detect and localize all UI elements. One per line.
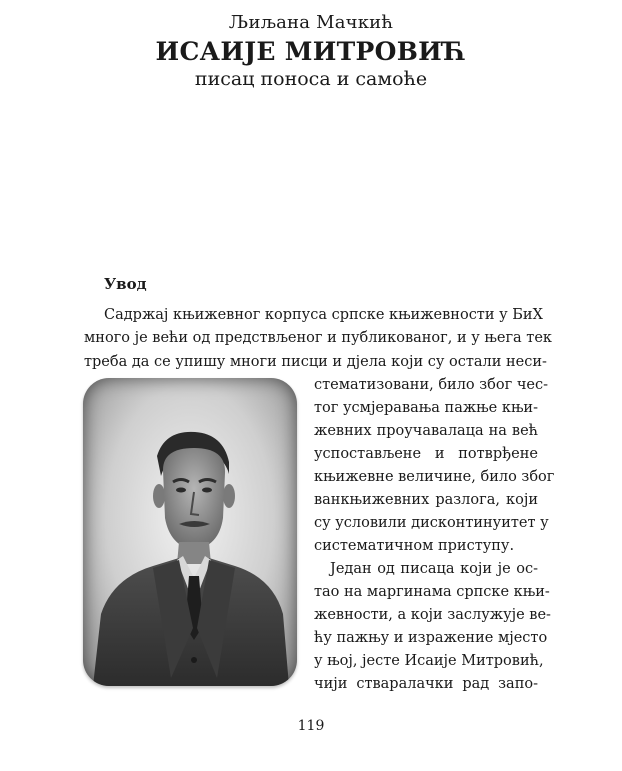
- portrait-illustration: [83, 378, 297, 686]
- body-line: ћу пажњу и изражение мјесто: [314, 630, 548, 646]
- body-line: систематичном приступу.: [314, 538, 515, 554]
- right-eye: [202, 488, 212, 493]
- chapter-title: ИСАИЈЕ МИТРОВИЋ: [155, 37, 467, 66]
- body-line: су условили дисконтинуитет у: [314, 515, 549, 531]
- author-name: Љиљана Мачкић: [228, 12, 394, 33]
- body-line: жевности, а који заслужује ве-: [314, 607, 551, 623]
- portrait-photo: [83, 378, 297, 686]
- section-heading: Увод: [104, 275, 147, 293]
- body-line: стематизовани, било због чес-: [314, 377, 549, 393]
- body-line: треба да се упишу многи писци и дјела који су остали неси-: [84, 354, 547, 370]
- body-line: ванкњижевних разлога, који: [314, 492, 538, 508]
- body-line: жевних проучавалаца на већ: [314, 423, 538, 439]
- body-line: књижевне величине, било због: [314, 469, 555, 485]
- body-line: чији стваралачки рад запо-: [314, 676, 538, 692]
- body-line: тао на маргинама српске књи-: [314, 584, 550, 600]
- body-line: успостављене и потврђене: [314, 446, 538, 462]
- chapter-subtitle: писац поноса и самоће: [194, 68, 428, 90]
- left-eye: [176, 488, 186, 493]
- body-line: у њој, јесте Исаије Митровић,: [314, 653, 544, 669]
- body-line: Садржај књижевног корпуса српске књижевности у БиХ: [104, 307, 543, 323]
- body-line: Један од писаца који је ос-: [330, 561, 538, 577]
- body-line: тог усмјеравања пажње књи-: [314, 400, 538, 416]
- body-line: много је већи од предствљеног и публикованог, и у њега тек: [84, 330, 552, 346]
- page-number: 119: [297, 718, 325, 734]
- coat-button: [191, 657, 197, 663]
- right-ear: [223, 484, 235, 508]
- left-ear: [153, 484, 165, 508]
